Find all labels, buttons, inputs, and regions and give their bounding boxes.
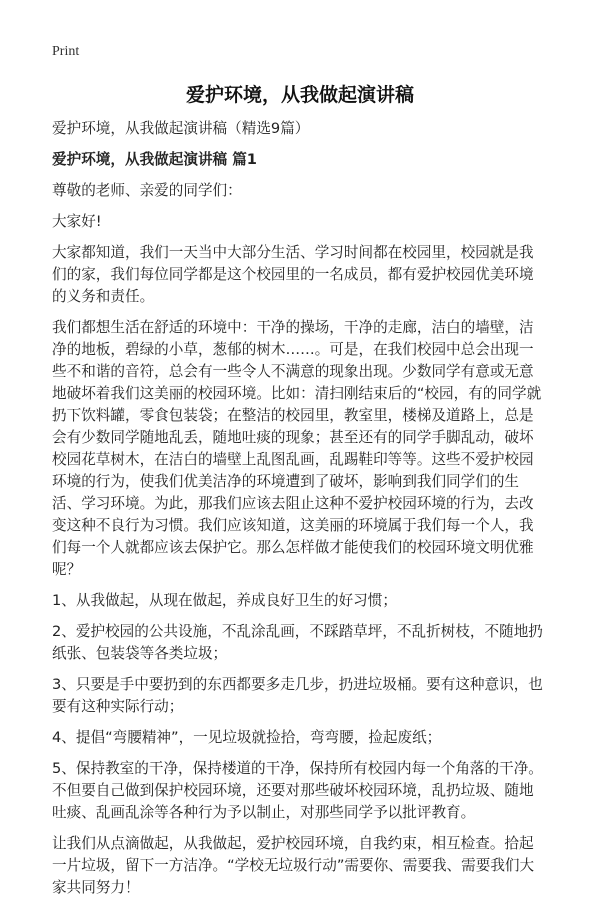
- greeting: 尊敬的老师、亲爱的同学们：: [52, 182, 242, 199]
- hello: 大家好!: [52, 213, 102, 230]
- document-body: [52, 118, 546, 908]
- subtitle: 爱护环境，从我做起演讲稿（精选9篇）: [52, 120, 310, 137]
- paragraph: 我们都想生活在舒适的环境中：干净的操场，干净的走廊，洁白的墙壁，洁净的地板，碧绿的小草，葱郁的树木……。可是，在我们校园中总会出现一些不和谐的音符，总会有一些令人不满意的现象出现。少数同学有意或无意地破坏着我们这美丽的校园环境。比如：清扫刚结束后的“校园，有的同学就扔下饮料罐，零食包装袋；在整洁的校园里，教室里，楼梯及道路上，总是会有少数同学随地乱丢，随地吐痰的现象；甚至还有的同学手脚乱动，破坏校园花草树木，在洁白的墙壁上乱图乱画，乱踢鞋印等等。这些不爱护校园环境的行为，使我们优美洁净的环境遭到了破坏，影响到我们同学们的生活、学习环境。为此，那我们应该去阻止这种不爱护校园环境的行为，去改变这种不良行为习惯。我们应该知道，这美丽的环境属于我们每一个人，我们每一个人就都应该去保护它。那么怎样做才能使我们的校园环境文明优雅呢？: [52, 319, 542, 578]
- paragraph: 大家都知道，我们一天当中大部分生活、学习时间都在校园里，校园就是我们的家，我们每位同学都是这个校园里的一名成员，都有爱护校园优美环境的义务和责任。: [52, 244, 534, 305]
- list-item: 2、爱护校园的公共设施，不乱涂乱画，不踩踏草坪，不乱折树枝，不随地扔纸张、包装袋等各类垃圾；: [52, 623, 543, 662]
- document-title: 爱护环境，从我做起演讲稿: [185, 84, 414, 106]
- list-item: 4、提倡“弯腰精神”，一见垃圾就捡拾，弯弯腰，捡起废纸；: [52, 729, 442, 746]
- list-item: 3、只要是手中要扔到的东西都要多走几步，扔进垃圾桶。要有这种意识，也要有这种实际行动；: [52, 676, 543, 715]
- print-link[interactable]: Print: [52, 44, 80, 59]
- section-heading: 爱护环境，从我做起演讲稿 篇1: [52, 151, 257, 168]
- paragraph: 让我们从点滴做起，从我做起，爱护校园环境，自我约束，相互检查。拾起一片垃圾，留下一方洁净。“学校无垃圾行动”需要你、需要我、需要我们大家共同努力！: [52, 835, 535, 896]
- list-item: 1、从我做起，从现在做起，养成良好卫生的好习惯；: [52, 592, 397, 609]
- list-item: 5、保持教室的干净，保持楼道的干净，保持所有校园内每一个角落的干净。不但要自己做到保护校园环境，还要对那些破坏校园环境，乱扔垃圾、随地吐痰、乱画乱涂等各种行为予以制止，对那些同学予以批评教育。: [52, 760, 543, 821]
